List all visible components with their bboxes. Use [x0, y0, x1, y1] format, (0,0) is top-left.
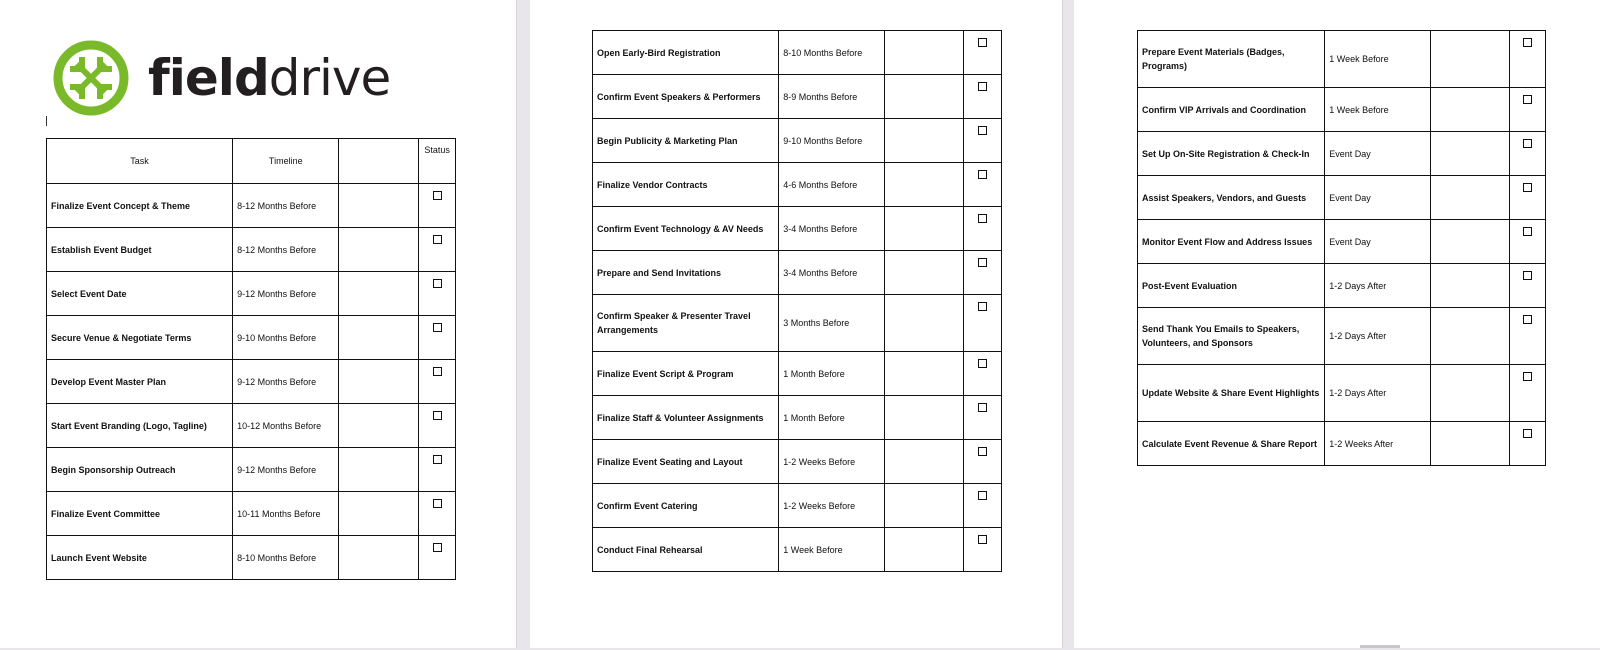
table-row [593, 440, 1002, 484]
notes-cell[interactable] [1430, 88, 1509, 132]
timeline-cell: Event Day [1325, 220, 1430, 264]
table-row [593, 119, 1002, 163]
table-row [47, 404, 456, 448]
task-cell: Monitor Event Flow and Address Issues [1138, 220, 1325, 264]
notes-cell[interactable] [339, 536, 419, 580]
status-checkbox[interactable] [978, 170, 987, 179]
table-row [1138, 365, 1546, 422]
notes-cell[interactable] [339, 184, 419, 228]
timeline-cell: 1 Month Before [779, 352, 884, 396]
status-cell [1509, 308, 1545, 365]
task-cell: Calculate Event Revenue & Share Report [1138, 422, 1325, 466]
timeline-cell: 3-4 Months Before [779, 207, 884, 251]
status-checkbox[interactable] [978, 258, 987, 267]
notes-cell[interactable] [339, 492, 419, 536]
status-cell [419, 272, 456, 316]
status-cell [963, 484, 1002, 528]
text-cursor [46, 116, 47, 126]
status-cell [1509, 365, 1545, 422]
table-row [1138, 264, 1546, 308]
page-divider [1062, 0, 1063, 648]
header-blank [339, 139, 419, 184]
table-row [593, 251, 1002, 295]
status-checkbox[interactable] [978, 447, 987, 456]
fielddrive-logo-icon [52, 39, 130, 117]
notes-cell[interactable] [339, 272, 419, 316]
status-cell [1509, 31, 1545, 88]
task-table-page-3 [1137, 30, 1546, 466]
task-cell: Assist Speakers, Vendors, and Guests [1138, 176, 1325, 220]
table-row [593, 295, 1002, 352]
task-cell: Update Website & Share Event Highlights [1138, 365, 1325, 422]
timeline-cell: 8-9 Months Before [779, 75, 884, 119]
timeline-cell: 1 Month Before [779, 396, 884, 440]
timeline-cell: 10-11 Months Before [233, 492, 339, 536]
status-checkbox[interactable] [1523, 183, 1532, 192]
notes-cell[interactable] [884, 207, 963, 251]
timeline-cell: 3 Months Before [779, 295, 884, 352]
horizontal-scrollbar-thumb[interactable] [1360, 645, 1400, 648]
table-row [1138, 308, 1546, 365]
table-row [47, 272, 456, 316]
status-checkbox[interactable] [433, 411, 442, 420]
status-checkbox[interactable] [1523, 38, 1532, 47]
status-checkbox[interactable] [978, 403, 987, 412]
status-cell [419, 184, 456, 228]
task-cell: Start Event Branding (Logo, Tagline) [47, 404, 233, 448]
timeline-cell: 10-12 Months Before [233, 404, 339, 448]
task-cell: Send Thank You Emails to Speakers, Volunteers, and Sponsors [1138, 308, 1325, 365]
fielddrive-logo [52, 40, 390, 116]
status-checkbox[interactable] [433, 279, 442, 288]
status-checkbox[interactable] [433, 543, 442, 552]
task-table-page-1 [46, 138, 456, 580]
status-checkbox[interactable] [978, 359, 987, 368]
status-checkbox[interactable] [978, 38, 987, 47]
status-cell [1509, 176, 1545, 220]
notes-cell[interactable] [1430, 365, 1509, 422]
task-cell: Confirm Event Technology & AV Needs [593, 207, 779, 251]
notes-cell[interactable] [884, 352, 963, 396]
status-cell [1509, 422, 1545, 466]
table-row [593, 396, 1002, 440]
table-row [1138, 220, 1546, 264]
task-cell: Begin Sponsorship Outreach [47, 448, 233, 492]
task-cell: Launch Event Website [47, 536, 233, 580]
table-row [593, 484, 1002, 528]
notes-cell[interactable] [339, 448, 419, 492]
table-row [47, 492, 456, 536]
timeline-cell: 8-12 Months Before [233, 184, 339, 228]
table-row [47, 536, 456, 580]
notes-cell[interactable] [884, 396, 963, 440]
status-cell [1509, 132, 1545, 176]
status-checkbox[interactable] [1523, 429, 1532, 438]
status-checkbox[interactable] [1523, 315, 1532, 324]
status-cell [963, 207, 1002, 251]
status-cell [963, 396, 1002, 440]
status-checkbox[interactable] [433, 323, 442, 332]
status-cell [963, 440, 1002, 484]
notes-cell[interactable] [884, 440, 963, 484]
table-row [593, 352, 1002, 396]
status-checkbox[interactable] [978, 214, 987, 223]
status-cell [419, 360, 456, 404]
table-row [1138, 132, 1546, 176]
task-cell: Conduct Final Rehearsal [593, 528, 779, 572]
table-row [47, 316, 456, 360]
status-checkbox[interactable] [433, 455, 442, 464]
task-cell: Prepare and Send Invitations [593, 251, 779, 295]
task-cell: Establish Event Budget [47, 228, 233, 272]
task-cell: Finalize Event Committee [47, 492, 233, 536]
task-cell: Finalize Event Seating and Layout [593, 440, 779, 484]
status-cell [963, 352, 1002, 396]
timeline-cell: 9-10 Months Before [233, 316, 339, 360]
status-checkbox[interactable] [1523, 372, 1532, 381]
timeline-cell: 8-12 Months Before [233, 228, 339, 272]
status-checkbox[interactable] [978, 491, 987, 500]
document-page-3 [1074, 0, 1600, 648]
notes-cell[interactable] [1430, 220, 1509, 264]
timeline-cell: 1 Week Before [1325, 31, 1430, 88]
document-page-1 [0, 0, 516, 648]
table-row [47, 184, 456, 228]
status-cell [419, 404, 456, 448]
status-checkbox[interactable] [1523, 95, 1532, 104]
timeline-cell: 1 Week Before [779, 528, 884, 572]
table-row [47, 360, 456, 404]
status-cell [419, 316, 456, 360]
status-cell [963, 119, 1002, 163]
notes-cell[interactable] [1430, 176, 1509, 220]
status-checkbox[interactable] [978, 82, 987, 91]
task-cell: Confirm Event Catering [593, 484, 779, 528]
timeline-cell: 8-10 Months Before [779, 31, 884, 75]
notes-cell[interactable] [884, 31, 963, 75]
timeline-cell: 1-2 Weeks Before [779, 440, 884, 484]
status-checkbox[interactable] [433, 499, 442, 508]
status-checkbox[interactable] [978, 535, 987, 544]
status-cell [963, 295, 1002, 352]
task-cell: Confirm Event Speakers & Performers [593, 75, 779, 119]
notes-cell[interactable] [339, 404, 419, 448]
status-cell [963, 251, 1002, 295]
status-cell [419, 536, 456, 580]
table-row [1138, 31, 1546, 88]
status-checkbox[interactable] [1523, 139, 1532, 148]
status-cell [1509, 88, 1545, 132]
table-row [1138, 88, 1546, 132]
task-cell: Select Event Date [47, 272, 233, 316]
status-cell [963, 528, 1002, 572]
timeline-cell: Event Day [1325, 132, 1430, 176]
table-row [1138, 422, 1546, 466]
status-cell [1509, 220, 1545, 264]
status-checkbox[interactable] [1523, 227, 1532, 236]
task-cell: Finalize Vendor Contracts [593, 163, 779, 207]
notes-cell[interactable] [884, 251, 963, 295]
task-cell: Finalize Event Concept & Theme [47, 184, 233, 228]
task-cell: Finalize Staff & Volunteer Assignments [593, 396, 779, 440]
status-checkbox[interactable] [978, 126, 987, 135]
timeline-cell: 1-2 Days After [1325, 264, 1430, 308]
task-cell: Confirm VIP Arrivals and Coordination [1138, 88, 1325, 132]
task-cell: Open Early-Bird Registration [593, 31, 779, 75]
document-page-2 [530, 0, 1062, 648]
page-divider [516, 0, 517, 648]
notes-cell[interactable] [1430, 308, 1509, 365]
timeline-cell: 9-12 Months Before [233, 272, 339, 316]
table-row [1138, 176, 1546, 220]
status-cell [419, 492, 456, 536]
timeline-cell: 1 Week Before [1325, 88, 1430, 132]
notes-cell[interactable] [1430, 422, 1509, 466]
timeline-cell: 9-12 Months Before [233, 448, 339, 492]
status-cell [419, 228, 456, 272]
notes-cell[interactable] [884, 119, 963, 163]
notes-cell[interactable] [884, 295, 963, 352]
task-cell: Secure Venue & Negotiate Terms [47, 316, 233, 360]
table-header-row [47, 139, 456, 184]
notes-cell[interactable] [884, 75, 963, 119]
status-cell [963, 31, 1002, 75]
timeline-cell: 1-2 Days After [1325, 308, 1430, 365]
task-cell: Set Up On-Site Registration & Check-In [1138, 132, 1325, 176]
timeline-cell: 1-2 Weeks Before [779, 484, 884, 528]
table-row [47, 448, 456, 492]
notes-cell[interactable] [1430, 31, 1509, 88]
table-row [593, 207, 1002, 251]
table-row [593, 31, 1002, 75]
notes-cell[interactable] [884, 163, 963, 207]
timeline-cell: 4-6 Months Before [779, 163, 884, 207]
notes-cell[interactable] [1430, 264, 1509, 308]
notes-cell[interactable] [339, 360, 419, 404]
task-table-page-2 [592, 30, 1002, 572]
timeline-cell: 3-4 Months Before [779, 251, 884, 295]
fielddrive-wordmark: fielddrive [148, 49, 391, 107]
status-cell [963, 163, 1002, 207]
timeline-cell: 8-10 Months Before [233, 536, 339, 580]
task-cell: Finalize Event Script & Program [593, 352, 779, 396]
status-checkbox[interactable] [978, 302, 987, 311]
notes-cell[interactable] [339, 316, 419, 360]
header-status: Status [419, 139, 456, 184]
status-cell [1509, 264, 1545, 308]
timeline-cell: 9-12 Months Before [233, 360, 339, 404]
header-task: Task [47, 139, 233, 184]
timeline-cell: 1-2 Days After [1325, 365, 1430, 422]
timeline-cell: 1-2 Weeks After [1325, 422, 1430, 466]
notes-cell[interactable] [884, 528, 963, 572]
timeline-cell: Event Day [1325, 176, 1430, 220]
status-cell [963, 75, 1002, 119]
status-checkbox[interactable] [433, 235, 442, 244]
notes-cell[interactable] [1430, 132, 1509, 176]
table-row [593, 528, 1002, 572]
table-row [593, 163, 1002, 207]
status-checkbox[interactable] [433, 367, 442, 376]
task-cell: Begin Publicity & Marketing Plan [593, 119, 779, 163]
table-row [47, 228, 456, 272]
header-timeline: Timeline [233, 139, 339, 184]
status-checkbox[interactable] [1523, 271, 1532, 280]
task-cell: Post-Event Evaluation [1138, 264, 1325, 308]
task-cell: Confirm Speaker & Presenter Travel Arrangements [593, 295, 779, 352]
status-checkbox[interactable] [433, 191, 442, 200]
timeline-cell: 9-10 Months Before [779, 119, 884, 163]
notes-cell[interactable] [884, 484, 963, 528]
status-cell [419, 448, 456, 492]
task-cell: Develop Event Master Plan [47, 360, 233, 404]
table-row [593, 75, 1002, 119]
notes-cell[interactable] [339, 228, 419, 272]
task-cell: Prepare Event Materials (Badges, Programs) [1138, 31, 1325, 88]
